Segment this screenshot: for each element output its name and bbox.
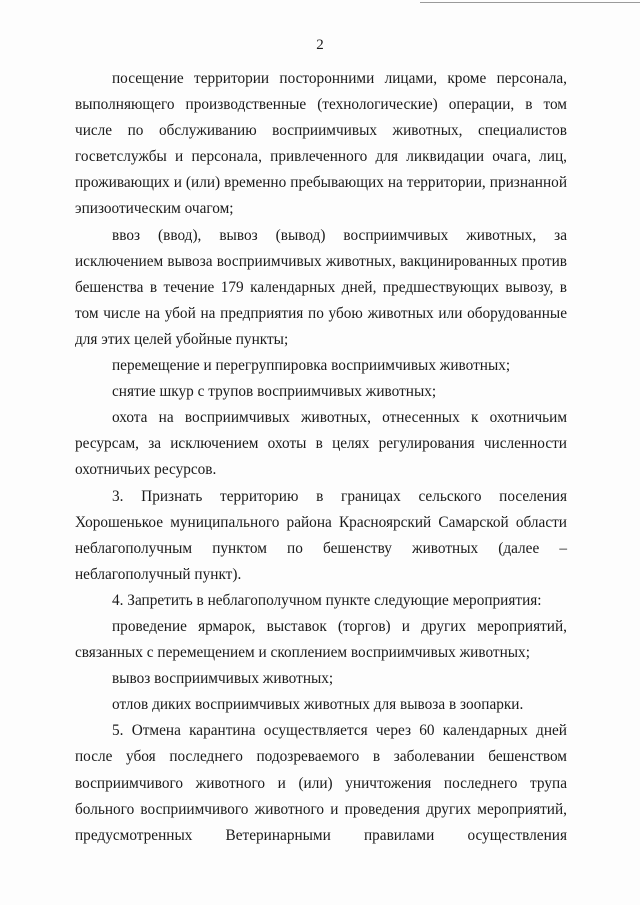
paragraph-restriction-visits: посещение территории посторонними лицами, кроме персонала, выполняющего производственные (технологические) операции, в том числе по обслуживанию восприимчивых животных, специалистов госветслужбы и персонала, привлеченного для ликвидации очага, лиц, проживающих и (или) временно пребывающих на территории, признанной эпизоотическим очагом; [75,70,567,218]
page-number: 2 [316,37,324,53]
document-body [75,66,567,849]
paragraph-prohibit-removal: вывоз восприимчивых животных; [112,670,334,688]
paragraph-restriction-movement: перемещение и перегруппировка восприимчивых животных; [112,357,511,375]
scan-edge-line [420,2,640,3]
paragraph-prohibit-fairs: проведение ярмарок, выставок (торгов) и других мероприятий, связанных с перемещением и скоплением восприимчивых животных; [75,617,567,662]
paragraph-item-3: 3. Признать территорию в границах сельского поселения Хорошенькое муниципального района Красноярский Самарской области неблагополучным пунктом по бешенству животных (далее – неблагополучный пункт). [75,487,567,583]
paragraph-prohibit-capture: отлов диких восприимчивых животных для вывоза в зоопарки. [112,696,524,714]
paragraph-item-4: 4. Запретить в неблагополучном пункте следующие мероприятия: [112,591,542,609]
paragraph-restriction-import-export: ввоз (ввод), вывоз (вывод) восприимчивых животных, за исключением вывоза восприимчивых животных, вакцинированных против бешенства в течение 179 календарных дней, предшествующих вывозу, в том числе на убой на предприятия по убою животных или оборудованные для этих целей убойные пункты; [75,226,567,348]
paragraph-restriction-hunting: охота на восприимчивых животных, отнесенных к охотничьим ресурсам, за исключением охоты в целях регулирования численности охотничьих ресурсов. [75,409,567,479]
paragraph-item-5: 5. Отмена карантина осуществляется через 60 календарных дней после убоя последнего подозреваемого в заболевании бешенством восприимчивого животного и (или) уничтожения последнего трупа больного восприимчивого животного и проведения других мероприятий, предусмотренных Ветеринарными правилами осуществления [75,722,567,844]
paragraph-restriction-skinning: снятие шкур с трупов восприимчивых животных; [112,383,437,401]
